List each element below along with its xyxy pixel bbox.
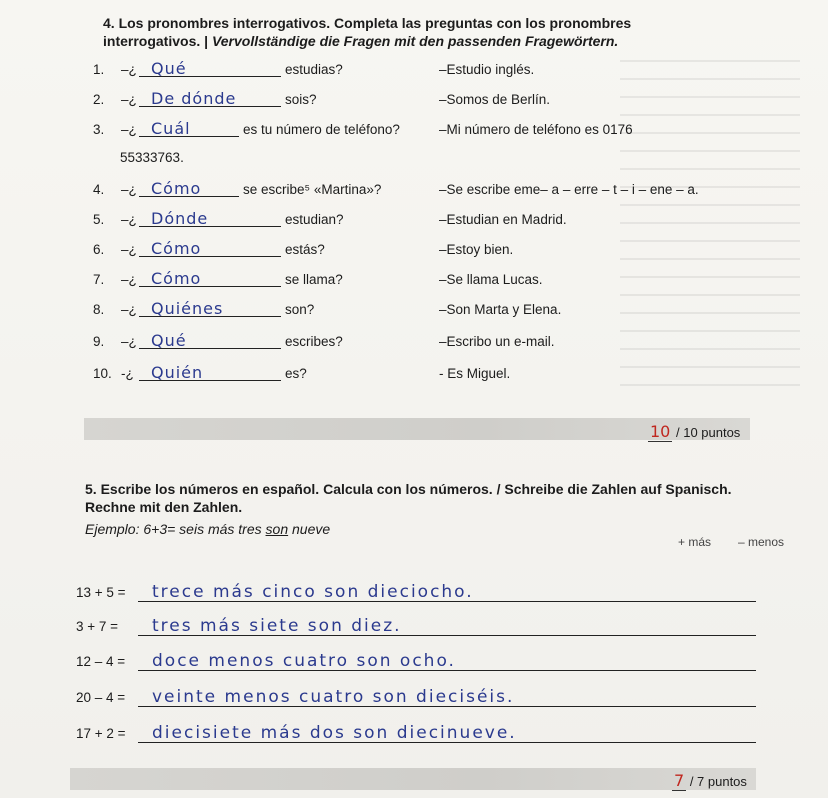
question-row-3-continuation: 55333763. <box>120 150 184 165</box>
handwritten-answer: veinte menos cuatro son dieciséis. <box>152 687 515 707</box>
answer-blank[interactable] <box>139 330 281 349</box>
calc-expression: 3 + 7 = <box>76 619 119 634</box>
answer-blank[interactable] <box>139 88 281 107</box>
plus-legend: + más <box>678 535 712 549</box>
calc-expression: 12 – 4 = <box>76 654 126 669</box>
answer-text: –Estudian en Madrid. <box>439 212 567 227</box>
calc-row-3 <box>76 643 756 671</box>
answer-blank[interactable] <box>139 298 281 317</box>
question-row-1: 1. –¿ Qué estudias? –Estudio inglés. <box>93 59 535 78</box>
calc-row-4 <box>76 679 756 707</box>
handwritten-answer: Cómo <box>151 239 202 258</box>
question-row-10: 10. -¿ Quién es? - Es Miguel. <box>93 363 511 382</box>
answer-text: –Somos de Berlín. <box>439 92 551 107</box>
answer-text: - Es Miguel. <box>439 366 511 381</box>
calc-expression: 17 + 2 = <box>76 726 126 741</box>
answer-text: –Estoy bien. <box>439 242 514 257</box>
minus-legend: – menos <box>738 535 785 549</box>
score-obtained: 7 <box>674 771 685 790</box>
answer-blank[interactable] <box>139 118 239 137</box>
section4-title <box>103 14 631 50</box>
calc-expression: 13 + 5 = <box>76 585 126 600</box>
question-row-9: 9. –¿ Qué escribes? –Escribo un e-mail. <box>93 331 555 350</box>
answer-text: –Escribo un e-mail. <box>439 334 555 349</box>
handwritten-answer: Qué <box>151 331 187 350</box>
calc-row-1 <box>76 574 756 602</box>
handwritten-answer: Quién <box>151 363 204 382</box>
score-obtained: 10 <box>650 422 671 441</box>
handwritten-answer: Dónde <box>151 209 209 228</box>
question-row-4: 4. –¿ Cómo se escribe⁵ «Martina»? –Se escribe eme– a – erre – t – i – ene – a. <box>93 179 699 198</box>
section5-title: 5. Escribe los números en español. Calcula con los números. / Schreibe die Zahlen auf Spanisch. Rechne mit den Zahlen. <box>85 481 732 515</box>
question-row-8: 8. –¿ Quiénes son? –Son Marta y Elena. <box>93 299 562 318</box>
section4-title-line2: interrogativos. | Vervollständige die Fragen mit den passenden Fragewörtern. <box>103 33 619 49</box>
handwritten-answer: Cuál <box>151 119 191 138</box>
question-row-6: 6. –¿ Cómo estás? –Estoy bien. <box>93 239 514 258</box>
handwritten-answer: Qué <box>151 59 187 78</box>
answer-text: –Son Marta y Elena. <box>439 302 562 317</box>
answer-blank[interactable] <box>139 268 281 287</box>
answer-text: –Se escribe eme– a – erre – t – i – ene – a. <box>439 182 699 197</box>
handwritten-answer: Quiénes <box>151 299 224 318</box>
handwritten-answer: Cómo <box>151 179 202 198</box>
answer-text: –Estudio inglés. <box>439 62 535 77</box>
section4-title-line1: 4. Los pronombres interrogativos. Completa las preguntas con los pronombres <box>103 15 632 31</box>
handwritten-answer: trece más cinco son dieciocho. <box>152 582 474 602</box>
score-bar <box>70 768 756 790</box>
handwritten-answer: diecisiete más dos son diecinueve. <box>152 723 517 743</box>
calc-expression: 20 – 4 = <box>76 690 126 705</box>
example-text: Ejemplo: 6+3= seis más tres son nueve <box>85 521 331 537</box>
handwritten-answer: doce menos cuatro son ocho. <box>152 651 456 671</box>
answer-text: –Se llama Lucas. <box>439 272 543 287</box>
score-total: / 7 puntos <box>689 774 747 789</box>
answer-text: –Mi número de teléfono es 0176 <box>439 122 633 137</box>
question-row-7: 7. –¿ Cómo se llama? –Se llama Lucas. <box>93 269 543 288</box>
section4-score <box>648 422 740 441</box>
answer-blank[interactable] <box>139 58 281 77</box>
answer-blank[interactable] <box>139 178 239 197</box>
answer-blank[interactable] <box>139 208 281 227</box>
question-row-2: 2. –¿ De dónde sois? –Somos de Berlín. <box>93 89 551 108</box>
calc-row-2 <box>76 608 756 636</box>
section5-score <box>672 771 747 790</box>
answer-blank[interactable] <box>139 238 281 257</box>
handwritten-answer: Cómo <box>151 269 202 288</box>
handwritten-answer: De dónde <box>151 89 237 108</box>
score-total: / 10 puntos <box>675 425 741 440</box>
question-row-3: 3. –¿ Cuál es tu número de teléfono? –Mi número de teléfono es 0176 <box>93 119 633 138</box>
handwritten-answer: tres más siete son diez. <box>152 616 402 636</box>
question-row-5: 5. –¿ Dónde estudian? –Estudian en Madrid. <box>93 209 567 228</box>
answer-blank[interactable] <box>139 362 281 381</box>
calc-row-5 <box>76 715 756 743</box>
